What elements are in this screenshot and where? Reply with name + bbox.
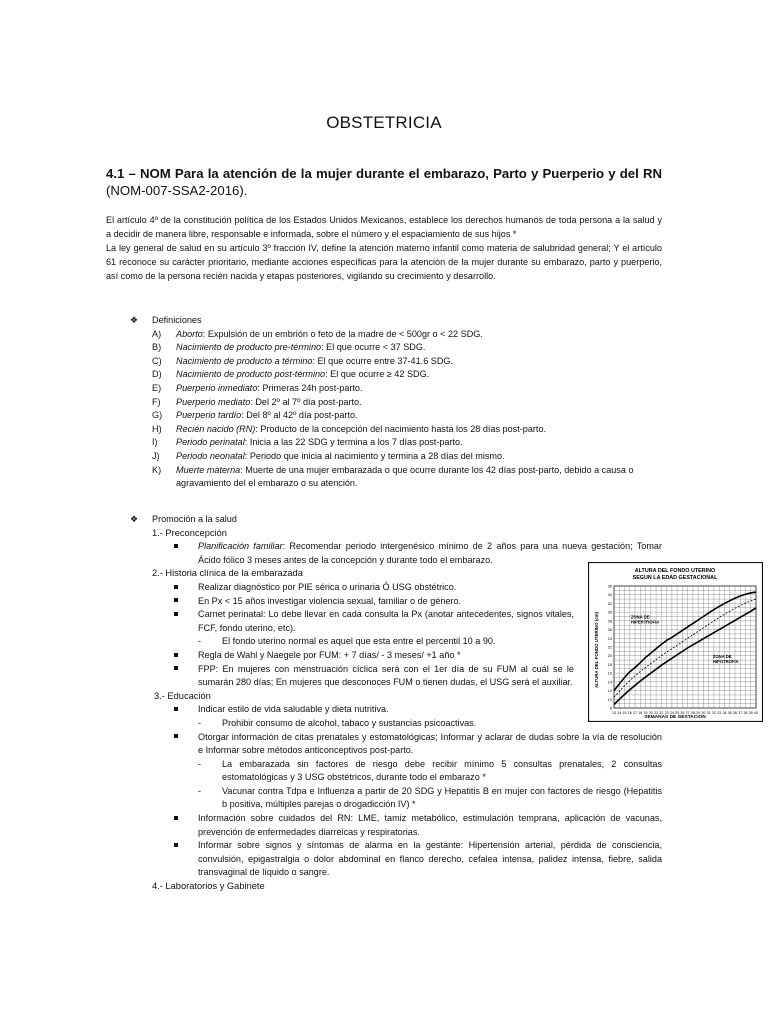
bullet-item: En Px < 15 años investigar violencia sexual, familiar o de género. <box>174 595 574 609</box>
subsection-title: 4.- Laboratorios y Gabinete <box>152 881 265 892</box>
x-tick-label: 16 <box>627 711 632 715</box>
y-tick-label: 14 <box>607 680 612 685</box>
x-tick-label: 15 <box>622 711 627 715</box>
square-bullet-icon <box>174 663 178 677</box>
square-bullet-icon <box>174 649 178 663</box>
bullet-item: Otorgar información de citas prenatales y estomatológicas; Informar y aclarar de dudas sobre la vía de resolución e Informar sobre métodos anticonceptivos post-parto. <box>174 731 662 758</box>
square-bullet-icon <box>174 540 178 554</box>
x-tick-label: 38 <box>743 711 748 715</box>
definition-item: F) Puerperio mediato: Del 2º al 7º día post-parto. <box>152 396 362 407</box>
chart-grid <box>614 586 756 708</box>
x-tick-label: 23 <box>664 711 669 715</box>
subsection-title: 3.- Educación <box>154 690 211 701</box>
x-tick-label: 30 <box>701 711 706 715</box>
x-tick-label: 29 <box>696 711 701 715</box>
definition-item: A) Aborto: Expulsión de un embrión o feto de la madre de < 500gr o < 22 SDG. <box>152 328 483 339</box>
x-tick-label: 40 <box>754 711 758 715</box>
diamond-bullet-icon: ❖ <box>130 315 139 325</box>
y-tick-label: 10 <box>607 697 612 702</box>
dash-item: - Vacunar contra Tdpa e Influenza a partir de 20 SDG y Hepatitis B en mujer con factores de riesgo (Hepatitis b positiva, múltiples parejas o drogadicción IV) * <box>198 785 662 810</box>
y-tick-label: 26 <box>607 628 612 633</box>
intro-paragraph: La ley general de salud en su artículo 3º fracción IV, define la atención materno infantil como materia de salubridad general; Y el artículo 61 reconoce su carácter prioritario, mediante acciones específicas para la atención de la mujer durante su embarazo, parto y puerperio, así como de la persona recién nacida y etapas posteriores, vigilando su crecimiento y desarrollo. <box>106 243 662 281</box>
square-bullet-icon <box>174 608 178 622</box>
definition-item: E) Puerperio inmediato: Primeras 24h post-parto. <box>152 382 363 393</box>
bullet-item: Carnet perinatal: Lo debe llevar en cada consulta la Px (anotar antecedentes, signos vitales, FCF, fondo uterino, etc). <box>174 608 574 635</box>
dash-item: - Prohibir consumo de alcohol, tabaco y sustancias psicoactivas. <box>198 717 477 728</box>
intro-text <box>106 213 662 283</box>
x-tick-label: 35 <box>727 711 732 715</box>
x-tick-label: 27 <box>685 711 690 715</box>
chart-subtitle: SEGUN LA EDAD GESTACIONAL <box>632 575 718 581</box>
square-bullet-icon <box>174 731 178 745</box>
y-tick-label: 8 <box>609 706 612 711</box>
definition-item: K) Muerte materna: Muerte de una mujer embarazada o que ocurre durante los 42 días post-parto, debido a causa o agravamiento del el embarazo o su atención. <box>152 464 634 489</box>
square-bullet-icon <box>174 812 178 826</box>
bullet-item: Información sobre cuidados del RN: LME, tamiz metabólico, estimulación temprana, aplicación de vacunas, prevención de enfermedades diarreicas y respiratorias. <box>174 812 662 839</box>
fundal-height-chart <box>588 562 763 722</box>
x-tick-label: 39 <box>748 711 753 715</box>
page-title: OBSTETRICIA <box>326 113 442 132</box>
x-tick-label: 19 <box>643 711 648 715</box>
y-tick-label: 16 <box>607 671 612 676</box>
definition-item: C) Nacimiento de producto a término: El que ocurre entre 37-41.6 SDG. <box>152 355 454 366</box>
definition-item: H) Recién nacido (RN): Producto de la concepción del nacimiento hasta los 28 días post-parto. <box>152 423 547 434</box>
y-tick-label: 24 <box>607 636 612 641</box>
x-tick-label: 14 <box>617 711 622 715</box>
square-bullet-icon <box>174 839 178 853</box>
x-tick-label: 13 <box>612 711 616 715</box>
y-tick-label: 30 <box>607 610 612 615</box>
y-tick-labels <box>608 585 612 711</box>
y-tick-label: 34 <box>607 593 612 598</box>
definiciones-heading: ❖ Definiciones <box>130 314 670 328</box>
x-tick-label: 31 <box>706 711 711 715</box>
x-tick-label: 20 <box>648 711 653 715</box>
chart-xlabel: SEMANAS DE GESTACION <box>644 715 706 720</box>
x-tick-label: 18 <box>638 711 643 715</box>
chart-title: ALTURA DEL FONDO UTERINO <box>634 568 716 574</box>
bullet-item: Informar sobre signos y síntomas de alarma en la gestante: Hipertensión arterial, pérdida de consciencia, convulsión, epigastralgia o dolor abdominal en flanco derecho, cefalea intensa, palidez intensa, fiebre, salida transvaginal de líquido o sangre. <box>174 839 662 880</box>
heading-reference: (NOM-007-SSA2-2016). <box>106 183 248 198</box>
y-tick-label: 18 <box>607 662 612 667</box>
x-tick-label: 28 <box>690 711 695 715</box>
x-tick-label: 26 <box>680 711 685 715</box>
definiciones-section <box>130 314 670 491</box>
square-bullet-icon <box>174 581 178 595</box>
x-tick-label: 32 <box>711 711 716 715</box>
bullet-item: Realizar diagnóstico por PIE sérica o urinaria Ó USG obstétrico. <box>174 581 574 595</box>
bullet-item: FPP: En mujeres con menstruación cíclica será con el 1er día de su FUM al cuál se le sumarán 280 días; En mujeres que desconoces FUM o tienen dudas, el USG será el auxiliar. <box>174 663 574 690</box>
section-heading <box>106 165 662 199</box>
dash-item: - La embarazada sin factores de riesgo debe recibir mínimo 5 consultas prenatales, 2 consultas estomatológicas y 3 USG obstétricos, durante todo el embarazo * <box>198 758 662 783</box>
definition-item: D) Nacimiento de producto post-término: El que ocurre ≥ 42 SDG. <box>152 369 430 380</box>
square-bullet-icon <box>174 595 178 609</box>
promocion-heading: ❖ Promoción a la salud <box>130 513 670 527</box>
definition-item: J) Periodo neonatal: Periodo que inicia al nacimiento y termina a 28 días del mismo. <box>152 450 505 461</box>
dash-item: - El fondo uterino normal es aquel que esta entre el percentil 10 a 90. <box>198 636 496 647</box>
x-tick-label: 24 <box>669 711 674 715</box>
definiciones-list <box>130 328 670 491</box>
definition-item: G) Puerperio tardío: Del 8º al 42º día post-parto. <box>152 410 358 421</box>
y-tick-label: 32 <box>607 601 612 606</box>
annotation-hypertrophy: ZONA DE HIPERTROFIA <box>630 614 660 625</box>
historia-list <box>174 581 574 690</box>
x-tick-label: 36 <box>732 711 737 715</box>
chart-ylabel: ALTURA DEL FONDO UTERINO (cm) <box>594 611 599 689</box>
bullet-item: Regla de Wahl y Naegele por FUM: + 7 días/ - 3 meses/ +1 año * <box>174 649 574 663</box>
y-tick-label: 22 <box>607 645 612 650</box>
heading-text: 4.1 – NOM Para la atención de la mujer durante el embarazo, Parto y Puerperio y del RN <box>106 166 662 181</box>
square-bullet-icon <box>174 703 178 717</box>
x-tick-label: 37 <box>738 711 743 715</box>
bullet-item: Planificación familiar: Recomendar periodo intergenésico mínimo de 2 años para una nueva gestación; Tomar Ácido fólico 3 meses antes de la concepción y durante todo el embarazo. <box>174 540 662 567</box>
y-tick-label: 36 <box>607 584 612 589</box>
bullet-item: Indicar estilo de vida saludable y dieta nutritiva. <box>174 703 662 717</box>
x-tick-label: 25 <box>675 711 680 715</box>
diamond-bullet-icon: ❖ <box>130 514 139 524</box>
x-tick-label: 34 <box>722 711 727 715</box>
y-tick-label: 20 <box>607 654 612 659</box>
educacion-list <box>174 703 662 880</box>
x-tick-label: 17 <box>633 711 638 715</box>
intro-paragraph: El artículo 4º de la constitución política de los Estados Unidos Mexicanos, establece los derechos humanos de toda persona a la salud y a decidir de manera libre, responsable e informada, sobre el número y el espaciamiento de sus hijos * <box>106 215 662 239</box>
definition-item: I) Periodo perinatal: Inicia a las 22 SDG y termina a los 7 días post-parto. <box>152 437 463 448</box>
x-tick-label: 22 <box>659 711 664 715</box>
annotation-hypotrophy: ZONA DE HIPOTROFIA <box>712 653 739 664</box>
definition-item: B) Nacimiento de producto pre-término: El que ocurre < 37 SDG. <box>152 342 426 353</box>
subsection-title: 2.- Historia clínica de la embarazada <box>152 568 303 579</box>
x-tick-label: 33 <box>717 711 722 715</box>
subsection-title: 1.- Preconcepción <box>152 527 227 538</box>
y-tick-label: 28 <box>607 619 612 624</box>
y-tick-label: 12 <box>607 689 612 694</box>
x-tick-label: 21 <box>654 711 659 715</box>
